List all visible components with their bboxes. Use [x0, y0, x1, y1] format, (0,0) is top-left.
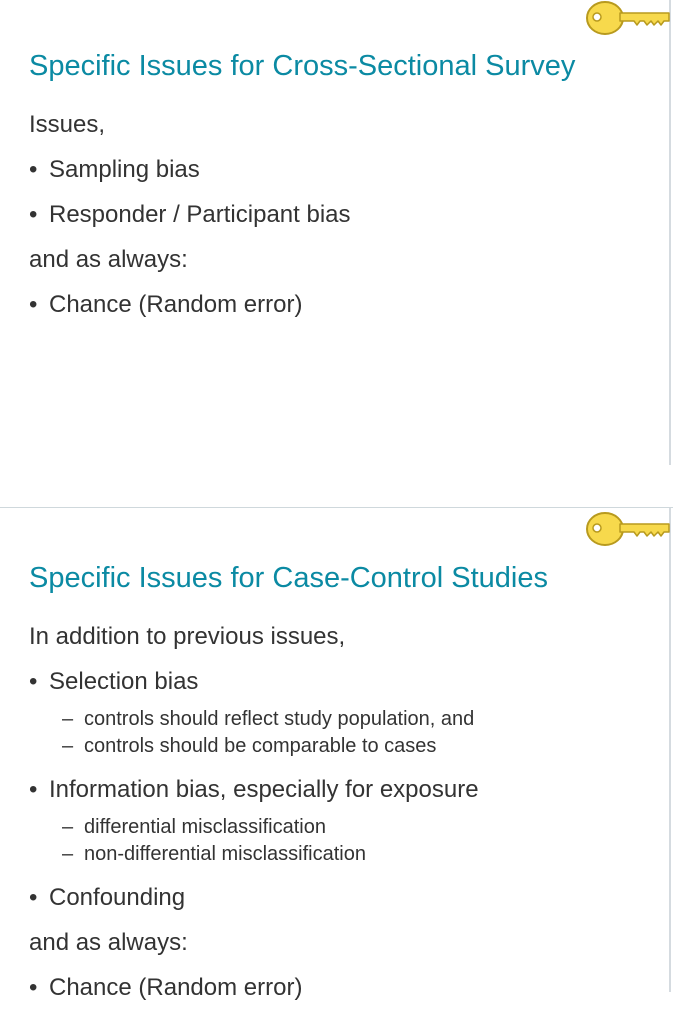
always-label: and as always: [29, 246, 188, 273]
bullet-responder-bias: • Responder / Participant bias [29, 198, 653, 231]
intro-text: Issues, [29, 111, 106, 138]
slide-body [29, 108, 653, 333]
bullet-information-bias: • Information bias, especially for exposure [29, 773, 653, 806]
slide-title: Specific Issues for Case-Control Studies [29, 562, 548, 594]
key-icon [584, 0, 673, 40]
bullet-chance: • Chance (Random error) [29, 288, 653, 321]
sub-bullet-controls-reflect: – controls should reflect study population, and [29, 704, 653, 734]
slide-cross-sectional [0, 0, 673, 497]
bullet-sampling-bias: • Sampling bias [29, 153, 653, 186]
key-icon [584, 509, 673, 551]
always-label: and as always: [29, 929, 188, 956]
slide-right-border [669, 508, 671, 992]
bullet-chance: • Chance (Random error) [29, 971, 653, 1004]
slide-right-border [669, 0, 671, 465]
intro-text: In addition to previous issues, [29, 623, 346, 650]
sub-bullet-non-differential: – non-differential misclassification [29, 839, 653, 869]
slide-body [29, 620, 653, 1016]
bullet-selection-bias: • Selection bias [29, 665, 653, 698]
sub-bullet-differential: – differential misclassification [29, 812, 653, 842]
sub-bullet-controls-comparable: – controls should be comparable to cases [29, 731, 653, 761]
slide-title: Specific Issues for Cross-Sectional Survey [29, 50, 576, 82]
slide-case-control [0, 508, 673, 1017]
bullet-confounding: • Confounding [29, 881, 653, 914]
